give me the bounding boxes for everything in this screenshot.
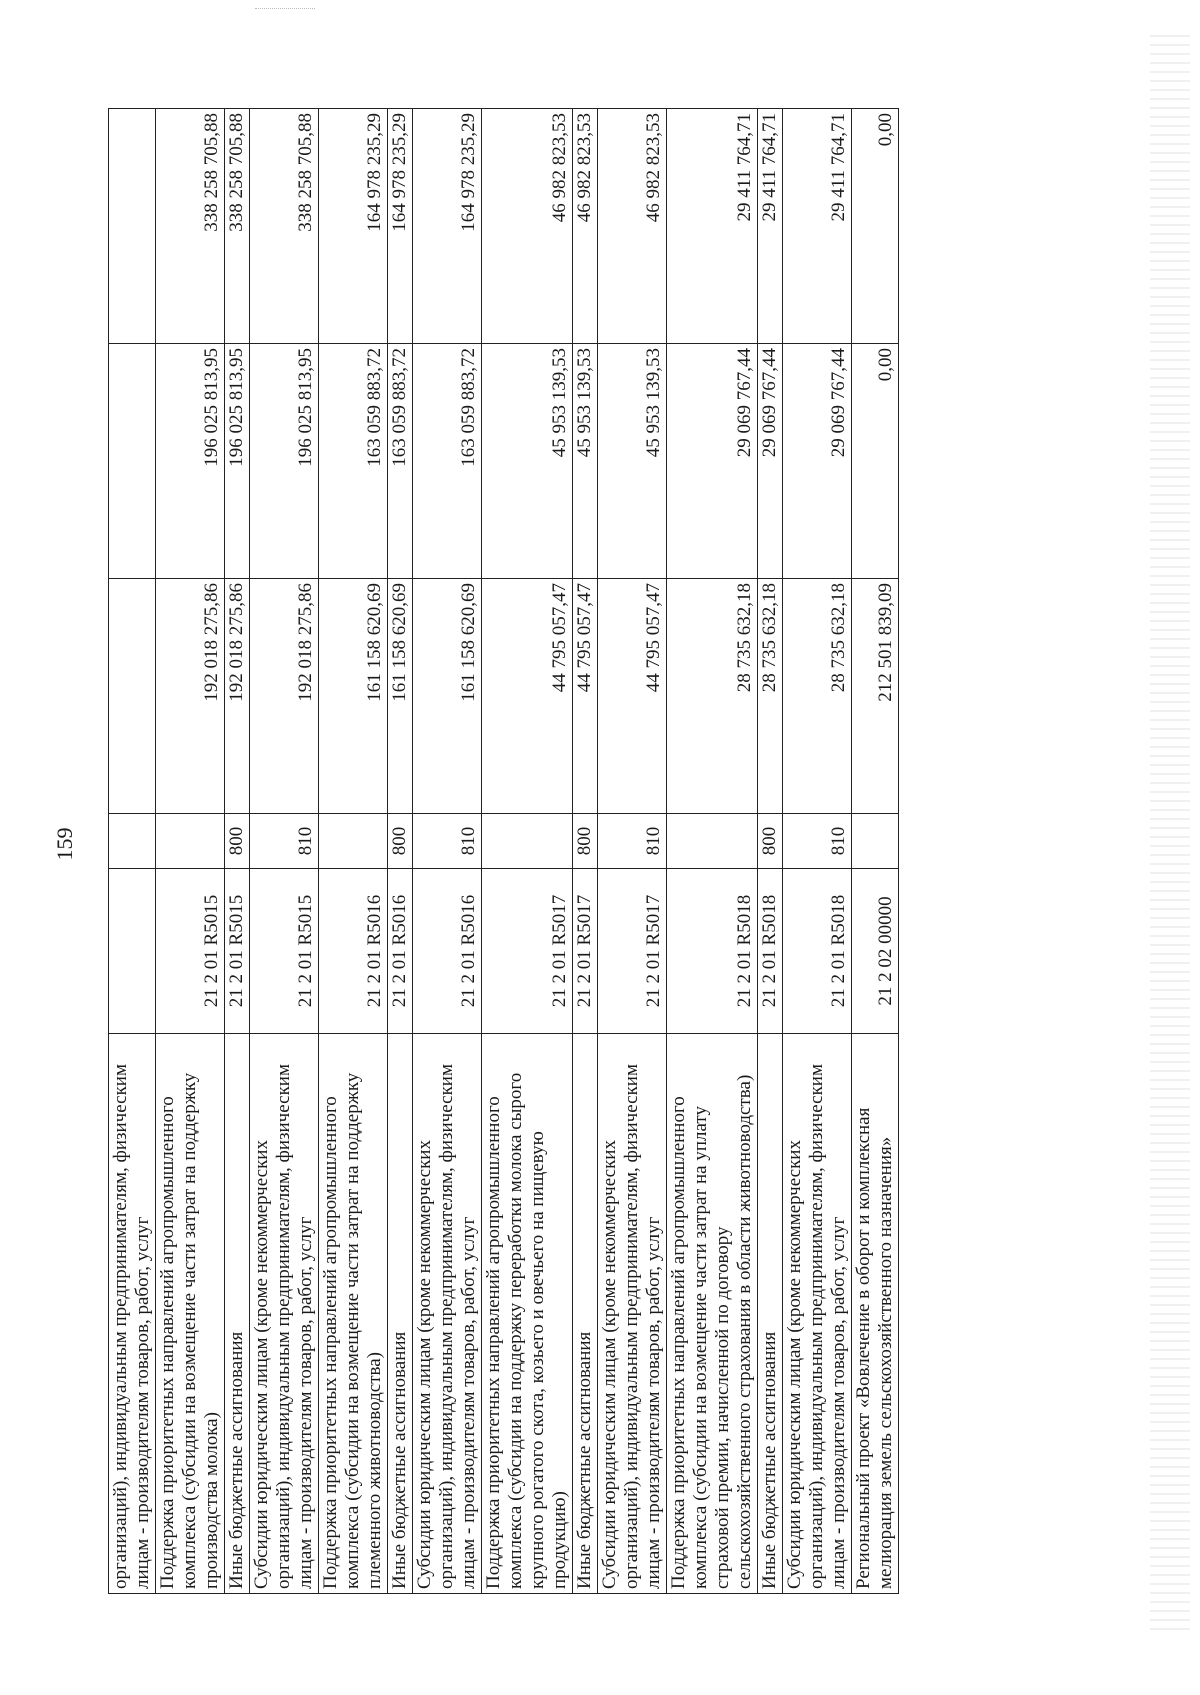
row-expense-type: 800 [388, 814, 413, 869]
row-amount-year-3: 338 258 705,88 [225, 109, 250, 344]
row-amount-year-2: 196 025 813,95 [250, 344, 319, 579]
budget-table-body [109, 109, 899, 1594]
page-number: 159 [52, 827, 77, 861]
row-amount-year-2: 45 953 139,53 [573, 344, 598, 579]
row-target-article: 21 2 01 R5017 [482, 869, 573, 1034]
row-amount-year-2: 29 069 767,44 [667, 344, 758, 579]
row-amount-year-1: 161 158 620,69 [319, 579, 388, 814]
row-name: Субсидии юридическим лицам (кроме некоммерческих организаций), индивидуальным предпринимателям, физическим лицам - производителям товаров, работ, услуг [413, 1034, 482, 1594]
row-target-article: 21 2 01 R5017 [573, 869, 598, 1034]
row-amount-year-3: 164 978 235,29 [388, 109, 413, 344]
row-expense-type: 810 [250, 814, 319, 869]
row-expense-type: 800 [573, 814, 598, 869]
row-name: Субсидии юридическим лицам (кроме некоммерческих организаций), индивидуальным предпринимателям, физическим лицам - производителям товаров, работ, услуг [598, 1034, 667, 1594]
row-name: Поддержка приоритетных направлений агропромышленного комплекса (субсидии на возмещение части затрат на поддержку производства молока) [156, 1034, 225, 1594]
row-target-article: 21 2 01 R5015 [225, 869, 250, 1034]
row-name: Иные бюджетные ассигнования [388, 1034, 413, 1594]
row-name: Поддержка приоритетных направлений агропромышленного комплекса (субсидии на поддержку переработки молока сырого крупного рогатого скота, козьего и овечьего на пищевую продукцию) [482, 1034, 573, 1594]
row-expense-type [482, 814, 573, 869]
table-row [852, 109, 899, 1594]
table-row [225, 109, 250, 1594]
table-row [667, 109, 758, 1594]
row-expense-type [667, 814, 758, 869]
row-target-article: 21 2 01 R5016 [413, 869, 482, 1034]
row-target-article: 21 2 02 00000 [852, 869, 899, 1034]
row-name: Иные бюджетные ассигнования [758, 1034, 783, 1594]
row-target-article [109, 869, 156, 1034]
row-amount-year-3: 46 982 823,53 [573, 109, 598, 344]
table-row [156, 109, 225, 1594]
row-name: организаций), индивидуальным предпринимателям, физическим лицам - производителям товаров, работ, услуг [109, 1034, 156, 1594]
row-expense-type [156, 814, 225, 869]
row-name: Иные бюджетные ассигнования [573, 1034, 598, 1594]
row-amount-year-3: 164 978 235,29 [319, 109, 388, 344]
row-expense-type: 810 [598, 814, 667, 869]
row-expense-type [109, 814, 156, 869]
row-name: Поддержка приоритетных направлений агропромышленного комплекса (субсидии на возмещение части затрат на уплату страховой премии, начисленной по договору сельскохозяйственного страхования в области животноводства) [667, 1034, 758, 1594]
table-row [482, 109, 573, 1594]
row-amount-year-3 [109, 109, 156, 344]
row-amount-year-3: 164 978 235,29 [413, 109, 482, 344]
row-amount-year-2: 196 025 813,95 [156, 344, 225, 579]
row-amount-year-1: 192 018 275,86 [250, 579, 319, 814]
table-row [388, 109, 413, 1594]
row-name: Поддержка приоритетных направлений агропромышленного комплекса (субсидии на возмещение части затрат на поддержку племенного животноводства) [319, 1034, 388, 1594]
row-target-article: 21 2 01 R5015 [250, 869, 319, 1034]
table-row [758, 109, 783, 1594]
row-amount-year-2: 163 059 883,72 [388, 344, 413, 579]
row-amount-year-3: 29 411 764,71 [758, 109, 783, 344]
row-target-article: 21 2 01 R5017 [598, 869, 667, 1034]
row-amount-year-3: 46 982 823,53 [482, 109, 573, 344]
row-name: Субсидии юридическим лицам (кроме некоммерческих организаций), индивидуальным предпринимателям, физическим лицам - производителям товаров, работ, услуг [250, 1034, 319, 1594]
row-amount-year-2: 163 059 883,72 [319, 344, 388, 579]
row-amount-year-1: 161 158 620,69 [413, 579, 482, 814]
row-target-article: 21 2 01 R5018 [758, 869, 783, 1034]
row-amount-year-1: 28 735 632,18 [758, 579, 783, 814]
row-amount-year-2: 29 069 767,44 [758, 344, 783, 579]
row-name: Иные бюджетные ассигнования [225, 1034, 250, 1594]
scan-artifact-right-edge [1150, 30, 1190, 1630]
row-amount-year-1: 192 018 275,86 [156, 579, 225, 814]
row-amount-year-3: 29 411 764,71 [783, 109, 852, 344]
rotated-page [52, 109, 1068, 1594]
row-amount-year-2: 29 069 767,44 [783, 344, 852, 579]
row-amount-year-1: 28 735 632,18 [783, 579, 852, 814]
row-amount-year-2: 45 953 139,53 [598, 344, 667, 579]
row-expense-type: 810 [413, 814, 482, 869]
table-row [250, 109, 319, 1594]
row-amount-year-2 [109, 344, 156, 579]
table-row [319, 109, 388, 1594]
row-amount-year-1: 212 501 839,09 [852, 579, 899, 814]
row-name: Региональный проект «Вовлечение в оборот и комплексная мелиорация земель сельскохозяйственного назначения» [852, 1034, 899, 1594]
row-amount-year-3: 46 982 823,53 [598, 109, 667, 344]
row-amount-year-2: 163 059 883,72 [413, 344, 482, 579]
table-row [413, 109, 482, 1594]
row-expense-type: 800 [225, 814, 250, 869]
row-target-article: 21 2 01 R5018 [783, 869, 852, 1034]
row-target-article: 21 2 01 R5015 [156, 869, 225, 1034]
row-amount-year-1: 44 795 057,47 [482, 579, 573, 814]
row-amount-year-1 [109, 579, 156, 814]
row-amount-year-2: 196 025 813,95 [225, 344, 250, 579]
row-amount-year-3: 0,00 [852, 109, 899, 344]
row-name: Субсидии юридическим лицам (кроме некоммерческих организаций), индивидуальным предпринимателям, физическим лицам - производителям товаров, работ, услуг [783, 1034, 852, 1594]
row-target-article: 21 2 01 R5016 [319, 869, 388, 1034]
table-row [573, 109, 598, 1594]
row-amount-year-1: 44 795 057,47 [573, 579, 598, 814]
scan-artifact-top [255, 8, 315, 12]
table-row [598, 109, 667, 1594]
row-amount-year-2: 45 953 139,53 [482, 344, 573, 579]
table-row [783, 109, 852, 1594]
row-expense-type [852, 814, 899, 869]
row-target-article: 21 2 01 R5018 [667, 869, 758, 1034]
row-amount-year-3: 29 411 764,71 [667, 109, 758, 344]
row-amount-year-3: 338 258 705,88 [156, 109, 225, 344]
table-row [109, 109, 156, 1594]
row-expense-type: 800 [758, 814, 783, 869]
row-expense-type: 810 [783, 814, 852, 869]
budget-table [108, 108, 899, 1594]
row-amount-year-3: 338 258 705,88 [250, 109, 319, 344]
row-expense-type [319, 814, 388, 869]
row-amount-year-1: 44 795 057,47 [598, 579, 667, 814]
row-amount-year-2: 0,00 [852, 344, 899, 579]
row-amount-year-1: 192 018 275,86 [225, 579, 250, 814]
row-amount-year-1: 28 735 632,18 [667, 579, 758, 814]
row-amount-year-1: 161 158 620,69 [388, 579, 413, 814]
row-target-article: 21 2 01 R5016 [388, 869, 413, 1034]
